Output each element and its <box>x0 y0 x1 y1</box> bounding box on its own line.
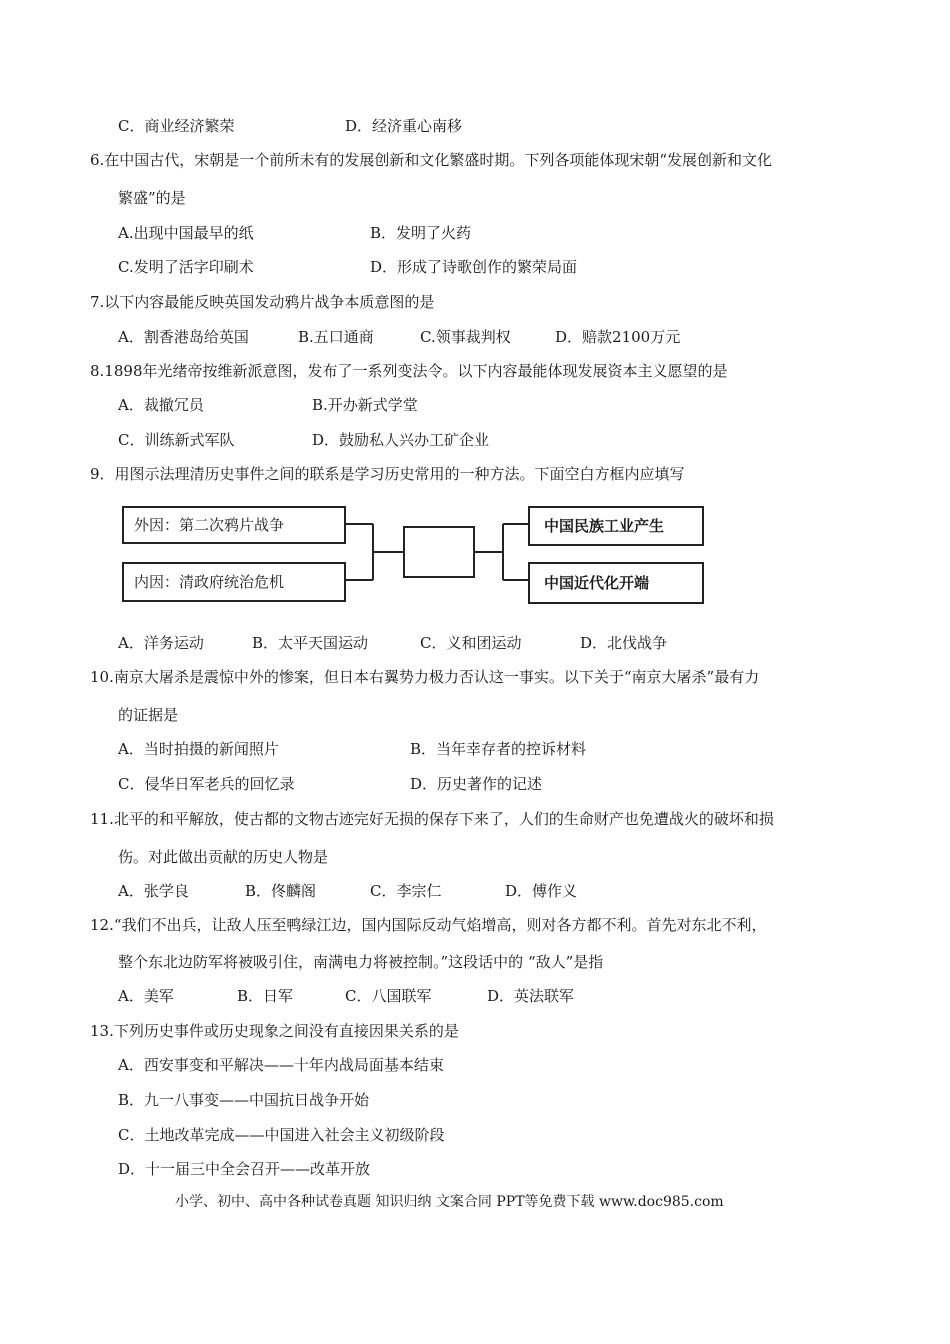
q7-option-a: A．割香港岛给英国 <box>118 328 249 346</box>
q6-stem-line1: 6.在中国古代，宋朝是一个前所未有的发展创新和文化繁盛时期。下列各项能体现宋朝“发展创新和文化 <box>90 151 772 169</box>
q12-option-a: A．美军 <box>118 987 174 1005</box>
q10-option-b: B．当年幸存者的控诉材料 <box>410 740 587 758</box>
q13-stem: 13.下列历史事件或历史现象之间没有直接因果关系的是 <box>90 1022 459 1040</box>
diagram-blank-box <box>403 526 475 578</box>
q11-option-b: B．佟麟阁 <box>245 882 317 900</box>
page-footer: 小学、初中、高中各种试卷真题 知识归纳 文案合同 PPT等免费下载 www.doc985.com <box>175 1194 724 1210</box>
q10-option-c: C．侵华日军老兵的回忆录 <box>118 775 295 793</box>
q10-option-a: A．当时拍摄的新闻照片 <box>118 740 279 758</box>
diagram-result-modernization-box: 中国近代化开端 <box>528 562 704 604</box>
q7-option-d: D．赔款2100万元 <box>555 328 681 346</box>
q12-option-b: B．日军 <box>237 987 294 1005</box>
q7-option-b: B.五口通商 <box>298 328 374 346</box>
q8-option-b: B.开办新式学堂 <box>312 396 418 414</box>
q11-option-d: D．傅作义 <box>505 882 578 900</box>
q13-option-c: C．土地改革完成——中国进入社会主义初级阶段 <box>118 1126 445 1144</box>
q8-option-a: A．裁撤冗员 <box>118 396 204 414</box>
q9-option-a: A．洋务运动 <box>118 634 204 652</box>
q6-option-d: D．形成了诗歌创作的繁荣局面 <box>370 258 578 276</box>
q6-stem-line2: 繁盛”的是 <box>118 189 186 207</box>
q9-option-c: C．义和团运动 <box>420 634 522 652</box>
q9-option-b: B．太平天国运动 <box>252 634 369 652</box>
q11-option-c: C．李宗仁 <box>370 882 442 900</box>
q9-diagram <box>118 500 710 612</box>
q10-stem-line2: 的证据是 <box>118 706 179 724</box>
q12-option-c: C．八国联军 <box>345 987 432 1005</box>
q6-option-c: C.发明了活字印刷术 <box>118 258 254 276</box>
q6-option-b: B．发明了火药 <box>370 224 472 242</box>
q7-option-c: C.领事裁判权 <box>420 328 511 346</box>
q10-stem-line1: 10.南京大屠杀是震惊中外的惨案，但日本右翼势力极力否认这一事实。以下关于“南京大屠杀”最有力 <box>90 668 760 686</box>
q12-option-d: D．英法联军 <box>487 987 575 1005</box>
q5-option-d: D．经济重心南移 <box>345 117 463 135</box>
q11-stem-line1: 11.北平的和平解放，使古都的文物古迹完好无损的保存下来了，人们的生命财产也免遭战火的破坏和损 <box>90 810 774 828</box>
q13-option-d: D．十一届三中全会召开——改革开放 <box>118 1160 371 1178</box>
q8-option-d: D．鼓励私人兴办工矿企业 <box>312 431 490 449</box>
diagram-result-industry-box: 中国民族工业产生 <box>528 506 704 546</box>
q11-stem-line2: 伤。对此做出贡献的历史人物是 <box>118 848 329 866</box>
q13-option-a: A．西安事变和平解决——十年内战局面基本结束 <box>118 1056 444 1074</box>
q13-option-b: B．九一八事变——中国抗日战争开始 <box>118 1091 370 1109</box>
q12-stem-line2: 整个东北边防军将被吸引住，南满电力将被控制。”这段话中的 “敌人”是指 <box>118 953 604 971</box>
q9-option-d: D．北伐战争 <box>580 634 668 652</box>
q8-option-c: C．训练新式军队 <box>118 431 235 449</box>
q5-option-c: C．商业经济繁荣 <box>118 117 235 135</box>
q6-option-a: A.出现中国最早的纸 <box>118 224 254 242</box>
q11-option-a: A．张学良 <box>118 882 189 900</box>
q12-stem-line1: 12.“我们不出兵，让敌人压至鸭绿江边，国内国际反动气焰增高，则对各方都不利。首先对东北不利， <box>90 916 767 934</box>
q7-stem: 7.以下内容最能反映英国发动鸦片战争本质意图的是 <box>90 293 435 311</box>
diagram-external-cause-box: 外因：第二次鸦片战争 <box>122 506 346 544</box>
q9-stem: 9．用图示法理清历史事件之间的联系是学习历史常用的一种方法。下面空白方框内应填写 <box>90 465 685 483</box>
q8-stem: 8.1898年光绪帝按维新派意图，发布了一系列变法令。以下内容最能体现发展资本主义愿望的是 <box>90 362 728 380</box>
diagram-internal-cause-box: 内因：清政府统治危机 <box>122 562 346 602</box>
q10-option-d: D．历史著作的记述 <box>410 775 543 793</box>
